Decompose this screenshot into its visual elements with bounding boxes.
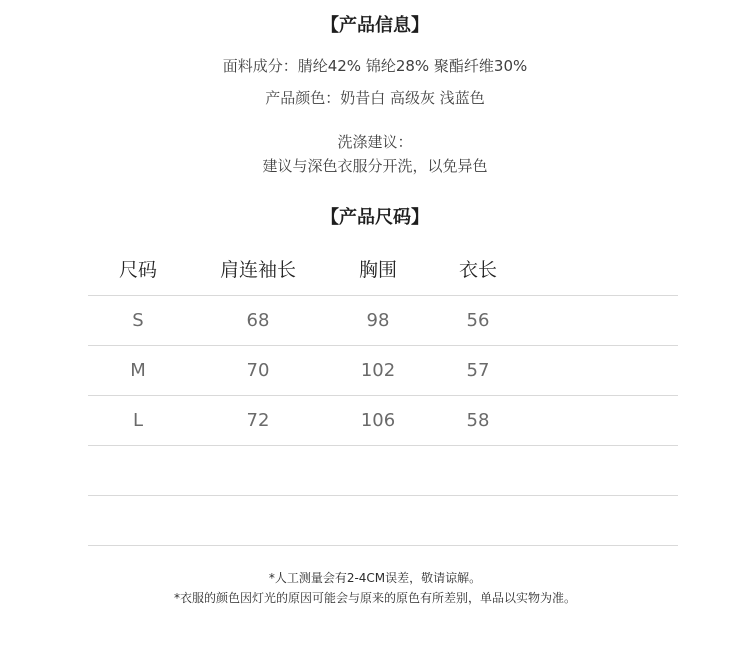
color-note: *衣服的颜色因灯光的原因可能会与原来的原色有所差别，单品以实物为准。 (173, 591, 576, 605)
length-cell: 56 (466, 310, 490, 331)
header-size: 尺码 (118, 259, 157, 281)
table-row-empty (88, 446, 678, 496)
table-header-row (88, 245, 678, 296)
table-row-empty (88, 496, 678, 546)
shoulder-sleeve-cell: 68 (246, 310, 270, 331)
header-shoulder-sleeve: 肩连袖长 (219, 259, 296, 281)
size-cell: S (132, 310, 144, 331)
length-cell: 57 (466, 360, 490, 381)
table-row (88, 346, 678, 396)
table-row (88, 296, 678, 346)
length-cell: 58 (466, 410, 490, 431)
chest-cell: 106 (360, 410, 396, 431)
size-table (88, 245, 678, 546)
measurement-note: *人工测量会有2-4CM误差，敬请谅解。 (268, 571, 482, 585)
shoulder-sleeve-cell: 70 (246, 360, 270, 381)
fabric-composition: 面料成分：腈纶42% 锦纶28% 聚酯纤维30% (222, 57, 528, 75)
header-chest: 胸围 (358, 259, 397, 281)
wash-label: 洗涤建议： (337, 133, 413, 151)
shoulder-sleeve-cell: 72 (246, 410, 270, 431)
product-info-title: 【产品信息】 (321, 15, 429, 36)
product-colors: 产品颜色：奶昔白 高级灰 浅蓝色 (265, 89, 485, 107)
size-chart-title: 【产品尺码】 (321, 207, 429, 228)
size-cell: L (132, 410, 144, 431)
size-cell: M (130, 360, 146, 381)
chest-cell: 102 (360, 360, 396, 381)
table-row (88, 396, 678, 446)
header-length: 衣长 (458, 259, 497, 281)
wash-text: 建议与深色衣服分开洗，以免异色 (262, 157, 488, 175)
chest-cell: 98 (366, 310, 390, 331)
